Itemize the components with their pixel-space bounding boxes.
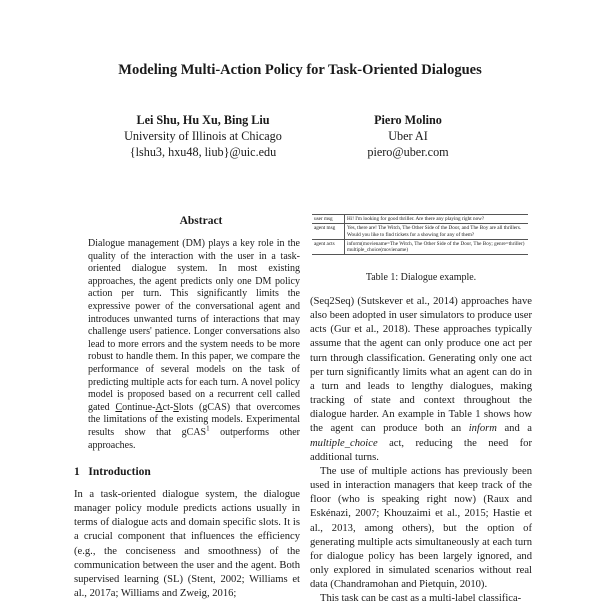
intro-left-column: [74, 488, 300, 601]
text-cell: inform(moviename=The Witch, The Other Side of the Door, The Boy; genre=thriller) multiple_choice(moviename): [345, 239, 529, 255]
abstract-text: Dialogue management (DM) plays a key role in the quality of the interaction with the user in a task-oriented dialogue system. In most existing approaches, the agent predicts only one DM policy action per turn. This significantly limits the expressive power of the conversational agent and introduces unwanted turns of interactions that may challenge users' patience. Longer conversations also lead to more errors and the system needs to be more robust to handle them. In this paper, we compare the performance of several models on the task of predicting multiple acts for each turn. A novel policy model is proposed based on a recurrent cell called gated Continue-Act-Slots (gCAS) that overcomes the limitations of the existing models. Experimental results show that gCAS$^1$ outperforms other approaches.: [88, 238, 300, 451]
paper-title: Modeling Multi-Action Policy for Task-Oriented Dialogues: [118, 62, 482, 78]
intro-right-column: [310, 295, 532, 606]
dialogue-table: [312, 214, 528, 255]
author-block-1: [92, 112, 314, 160]
text-cell: Yes, there are! The Witch, The Other Side of the Door, and The Boy are all thrillers. Would you like to find tickets for a showing for any of them?: [345, 224, 529, 240]
footnote-mark: 1: [206, 424, 210, 433]
right-paragraph: The use of multiple actions has previously been used in interaction managers that keep track of the floor (who is speaking right now) (Raux and Eskénazi, 2007; Khouzaimi et al., 2015; Hastie et al., 2013, among others), but the option of generating multiple acts simultaneously at each turn for dialogue policy has been largely ignored, and only explored in simulated scenarios without real data (Chandramohan and Pietquin, 2010).: [310, 465, 532, 591]
table-row: [312, 215, 528, 224]
author-names: Lei Shu, Hu Xu, Bing Liu: [136, 113, 270, 127]
speaker-cell: agent msg: [312, 224, 345, 240]
author-affiliation: Uber AI: [388, 129, 428, 143]
abstract-heading: Abstract: [179, 215, 223, 227]
right-paragraph: This task can be cast as a multi-label classifica-: [320, 593, 522, 605]
author-email: piero@uber.com: [367, 145, 449, 159]
author-names: Piero Molino: [374, 113, 442, 127]
text-cell: Hi! I'm looking for good thriller. Are there any playing right now?: [345, 215, 529, 224]
author-email: {lshu3, hxu48, liub}@uic.edu: [129, 145, 277, 159]
author-affiliation: University of Illinois at Chicago: [124, 129, 282, 143]
speaker-cell: user msg: [312, 215, 345, 224]
intro-paragraph: In a task-oriented dialogue system, the dialogue manager policy module predicts actions usually in terms of dialogue acts and domain specific slots. It is a crucial component that influences the efficiency (e.g., the conciseness and smoothness) of the communication between the user and the agent. Both supervised learning (SL) (Stent, 2002; Williams et al., 2017a; Williams and Zweig, 2016;: [74, 489, 300, 600]
speaker-cell: agent acts: [312, 239, 345, 255]
section-heading: 1 Introduction: [74, 466, 151, 478]
table-row: [312, 224, 528, 240]
table-row: [312, 239, 528, 255]
table-caption: Table 1: Dialogue example.: [365, 272, 477, 283]
right-paragraph: (Seq2Seq) (Sutskever et al., 2014) approaches have also been adopted in user simulators to produce user acts (Gur et al., 2018). These approaches typically assume that the agent can only produce one act per turn through classification. Generating only one act per turn significantly limits what an agent can do in a turn and leads to lengthy dialogues, making tracking of state and context throughout the dialogue harder. An example in Table 1 shows how the agent can produce both an inform and a multiple_choice act, reducing the need for additional turns.: [310, 296, 532, 463]
author-block-2: [328, 112, 488, 160]
